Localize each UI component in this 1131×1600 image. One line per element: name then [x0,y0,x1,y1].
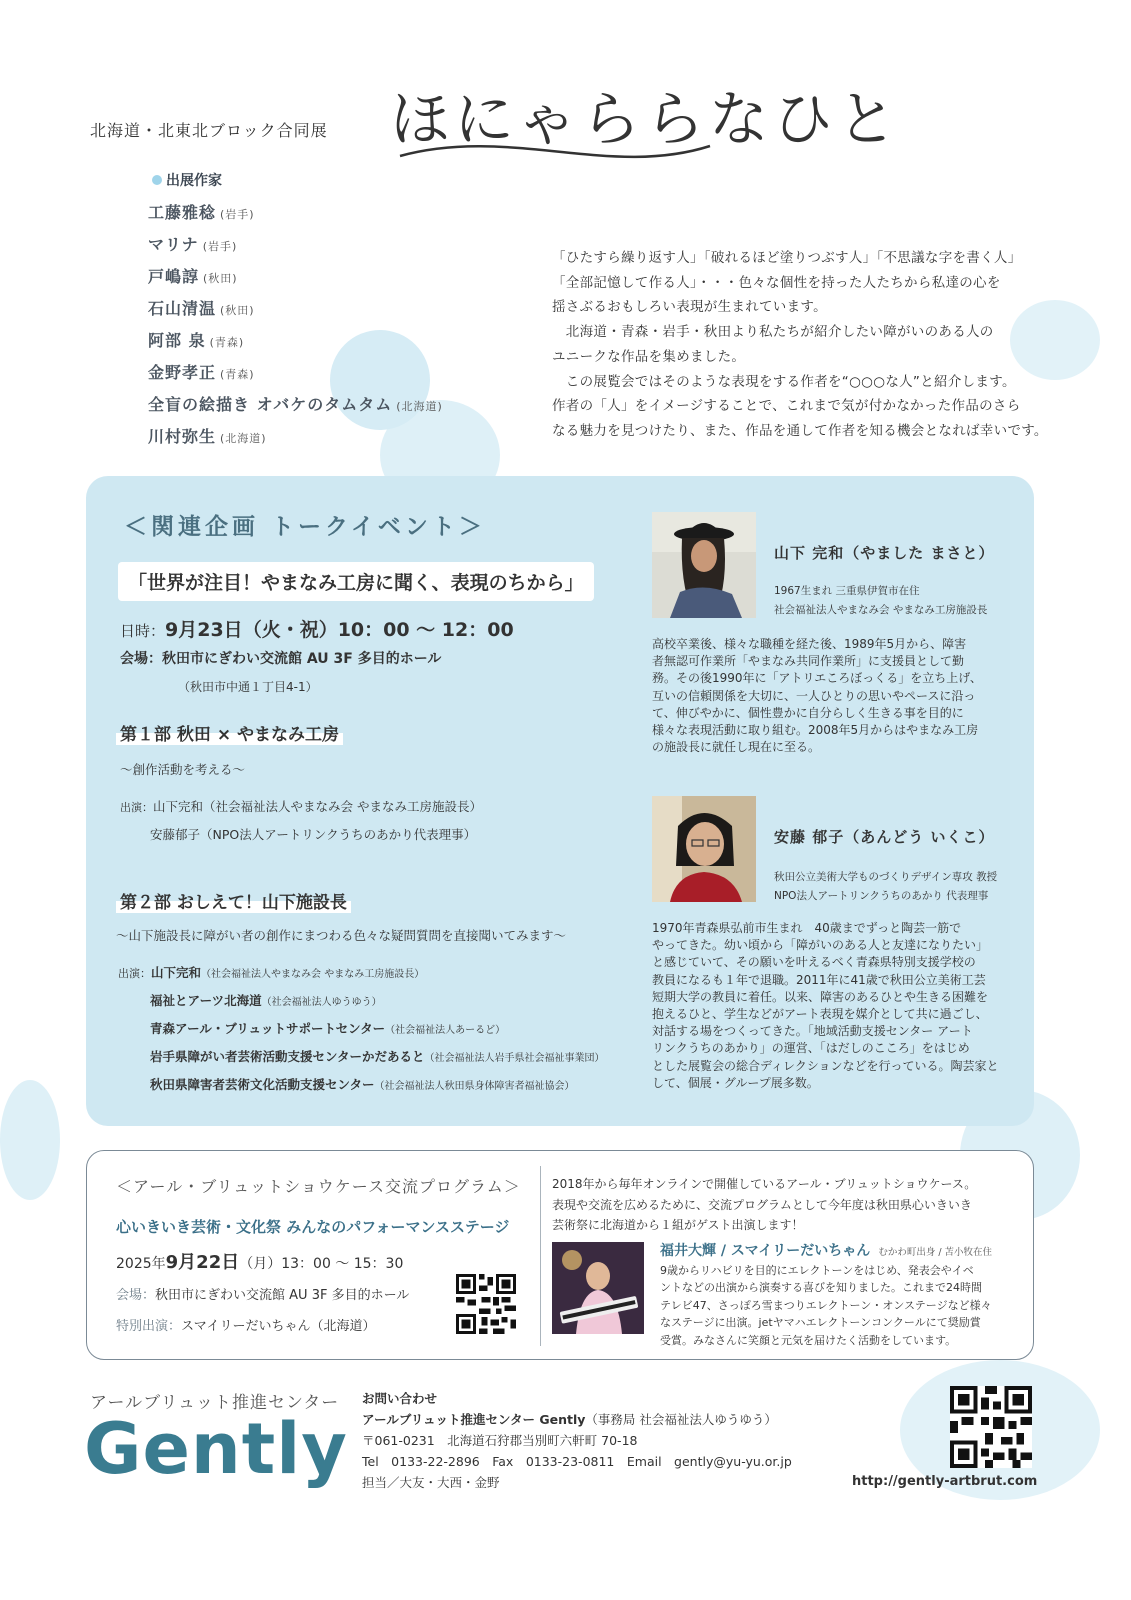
artist-item: 阿部 泉 (青森) [148,331,245,350]
qr-code-showcase[interactable] [456,1274,516,1334]
talk-event-quote: 「世界が注目！やまなみ工房に聞く、表現のちから」 [118,562,594,601]
main-title [390,78,1070,208]
guest-name: 福井大輝 / スマイリーだいちゃん むかわ町出身 / 苫小牧在住 [660,1243,993,1259]
talk-event-title: ＜関連企画 トークイベント＞ [124,514,486,540]
showcase-guest: 特別出演：スマイリーだいちゃん（北海道） [116,1319,376,1334]
speaker-name: 安藤 郁子（あんどう いくこ） [774,828,995,846]
showcase-title: ＜アール・ブリュットショウケース交流プログラム＞ [116,1177,521,1196]
speaker-bio: 1970年青森県弘前市生まれ 40歳までずっと陶芸一筋で やってきた。幼い頃から「障がいのある人と友達になりたい」 と感じていて、その願いを叶えるべく青森県特別支援学校の 教員になるも１年で退職。2011年に41歳で秋田公立美術工芸 短期大学の教員に着任。以来、障害のあるひとや生きる困難を 抱えるひと、学生などがアート表現を媒介として共に過ごし、 対話する場をつくってきた。「地域活動支援センター アート リンクうちのあかり」の運営、「はだしのこころ」をはじめ とした展覧会の総合ディレクションなどを行っている。陶芸家と して、個展・グループ展多数。 [652,921,999,1090]
speaker-photo-ando [652,796,756,902]
artist-list-heading: 出展作家 [152,170,443,190]
part2-subtitle: ～山下施設長に障がい者の創作にまつわる色々な疑問質問を直接聞いてみます～ [116,928,567,943]
main-title-text: ほにゃららなひと [390,85,901,155]
speaker-name: 山下 完和（やました まさと） [774,544,995,562]
qr-code-website[interactable] [950,1386,1032,1468]
talk-event-address: （秋田市中通１丁目4-1） [178,680,318,694]
showcase-intro: 2018年から毎年オンラインで開催しているアール・ブリュットショウケース。 表現や交流を広めるために、交流プログラムとして今年度は秋田県心いきいき 芸術祭に北海道から１組がゲスト出演します！ [552,1177,977,1232]
artist-item: マリナ (岩手) [148,235,238,254]
artist-item: 工藤雅稔 (岩手) [148,203,255,222]
guest-bio: 9歳からリハビリを目的にエレクトーンをはじめ、発表会やイベ ントなどの出演から演奏する喜びを知りました。これまで24時間 テレビ47、さっぽろ雪まつりエレクトーン・オンステージなど様々 なステージに出演。jetヤマハエレクトーンコンクールにて奨励賞 受賞。みなさんに笑顔と元気を届けたく活動をしています。 [660,1264,992,1347]
speaker-meta: 秋田公立美術大学ものづくりデザイン専攻 教授 NPO法人アートリンクうちのあかり 代表理事 [774,871,998,902]
exhibition-label: 北海道・北東北ブロック合同展 [90,121,328,140]
showcase-venue: 会場：秋田市にぎわい交流館 AU 3F 多目的ホール [116,1288,410,1303]
showcase-subtitle: 心いきいき芸術・文化祭 みんなのパフォーマンスステージ [116,1218,510,1236]
speaker-bio: 高校卒業後、様々な職種を経た後、1989年5月から、障害 者無認可作業所「やまなみ共同作業所」に支援員として勤 務。その後1990年に「アトリエころぼっくる」を立ち上げ、 互いの信頼関係を大切に、一人ひとりの思いやペースに沿っ て、伸びやかに、個性豊かに自分らしく生きる事を目的に 様々な表現活動に取り組む。2008年5月からはやまなみ工房 の施設長に就任し現在に至る。 [652,637,982,755]
bullet-icon [152,175,162,185]
artist-item: 石山清温 (秋田) [148,299,255,318]
part1-title: 第１部 秋田 × やまなみ工房 [116,720,343,745]
website-url[interactable]: http://gently-artbrut.com [852,1474,1038,1489]
intro-text: 「ひたすら繰り返す人」「破れるほど塗りつぶす人」「不思議な字を書く人」 「全部記憶して作る人」・・・色々な個性を持った人たちから私達の心を 揺さぶるおもしろい表現が生まれています。 北海道・青森・岩手・秋田より私たちが紹介したい障がいのある人の ユニークな作品を集めました。 この展覧会ではそのような表現をする作者を“○○○な人”と紹介します。 作者の「人」をイメージすることで、これまで気が付かなかった作品のさら なる魅力を見つけたり、また、作品を通して作者を知る機会となれば幸いです。 [552,250,1048,439]
org-label: アールブリュット推進センター [90,1393,340,1413]
guest-photo [552,1242,644,1334]
decor-blob [0,1080,60,1200]
talk-event-venue: 会場：秋田市にぎわい交流館 AU 3F 多目的ホール [120,651,442,667]
artist-item: 戸嶋諄 (秋田) [148,267,238,286]
part2-title: 第２部 おしえて！山下施設長 [116,888,351,913]
showcase-date: 2025年9月22日（月）13：00 ～ 15：30 [116,1252,404,1273]
speaker-photo-yamashita [652,512,756,618]
part1-cast: 出演：山下完和（社会福祉法人やまなみ会 やまなみ工房施設長） 安藤郁子（NPO法人アートリンクうちのあかり代表理事） [120,799,482,842]
artist-item: 金野孝正 (青森) [148,363,255,382]
part2-cast: 出演：山下完和（社会福祉法人やまなみ会 やまなみ工房施設長） 福祉とアーツ北海道（社会福祉法人ゆうゆう） 青森アール・ブリュットサポートセンター（社会福祉法人あーるど） 岩手県障がい者芸術活動支援センターかだあると（社会福祉法人岩手県社会福祉事業団） 秋田県障害者芸術文化活動支援センター（社会福祉法人秋田県身体障害者福祉協会） [118,965,605,1092]
contact-info: お問い合わせ アールブリュット推進センター Gently（事務局 社会福祉法人ゆうゆう） 〒061-0231 北海道石狩郡当別町六軒町 70-18 Tel 0133-22-2896 Fax 0133-23-0811 Email gently@yu-yu.or.jp 担当／大友・大西・金野 [362,1391,792,1490]
speaker-meta: 1967生まれ 三重県伊賀市在住 社会福祉法人やまなみ会 やまなみ工房施設長 [774,585,988,616]
showcase-divider [540,1166,541,1346]
artist-item: 川村弥生 (北海道) [148,427,267,446]
part1-subtitle: ～創作活動を考える～ [120,762,246,777]
talk-event-date: 日時：9月23日（火・祝）10：00 ～ 12：00 [120,619,514,641]
artist-list [148,170,443,456]
artist-item: 全盲の絵描き オバケのタムタム (北海道) [148,395,443,414]
org-logo: Gently [84,1408,348,1490]
